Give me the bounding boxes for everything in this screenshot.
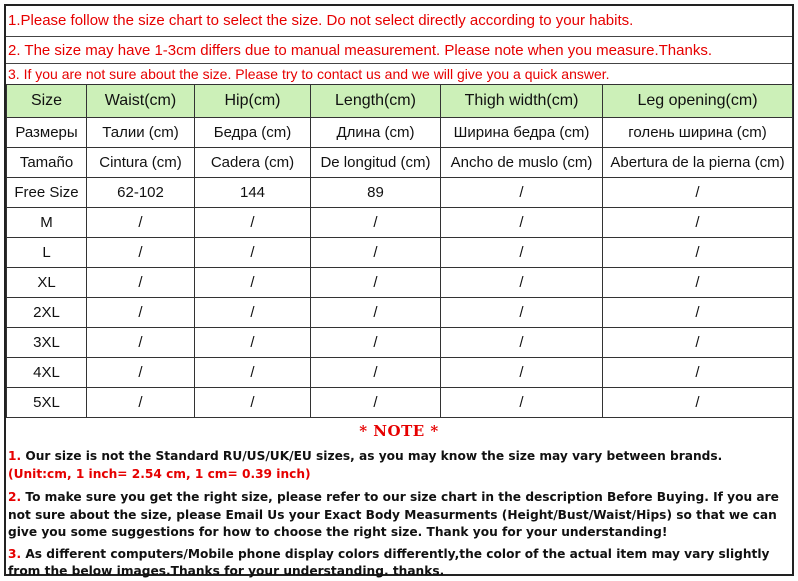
table-cell: M (7, 208, 87, 238)
table-cell: / (87, 388, 195, 418)
top-note-3: 3. If you are not sure about the size. Please try to contact us and we will give you a quick answer. (8, 66, 610, 82)
header-leg-opening: Leg opening(cm) (603, 85, 793, 118)
table-cell: / (603, 268, 793, 298)
table-cell: / (87, 208, 195, 238)
note-3-number: 3. (8, 546, 22, 561)
table-cell: / (441, 238, 603, 268)
table-cell: Abertura de la pierna (cm) (603, 148, 793, 178)
table-cell: / (195, 298, 311, 328)
table-cell: / (311, 328, 441, 358)
table-cell: / (441, 388, 603, 418)
table-cell: / (603, 298, 793, 328)
table-cell: 4XL (7, 358, 87, 388)
table-cell: 2XL (7, 298, 87, 328)
table-cell: / (195, 238, 311, 268)
table-cell: / (311, 208, 441, 238)
table-cell: Free Size (7, 178, 87, 208)
table-row (7, 208, 793, 238)
table-cell: / (87, 298, 195, 328)
header-size: Size (7, 85, 87, 118)
table-cell: / (603, 358, 793, 388)
note-title: * NOTE * (359, 422, 439, 440)
table-cell: Ширина бедра (cm) (441, 118, 603, 148)
header-thigh-width: Thigh width(cm) (441, 85, 603, 118)
table-cell: 62-102 (87, 178, 195, 208)
header-hip: Hip(cm) (195, 85, 311, 118)
note-3-text: As different computers/Mobile phone display colors differently,the color of the actual item may vary slightly from the below images.Thanks for your understanding. thanks. (8, 546, 770, 578)
table-cell: / (441, 358, 603, 388)
note-1-unit: (Unit:cm, 1 inch= 2.54 cm, 1 cm= 0.39 inch) (8, 466, 311, 481)
table-cell: / (195, 358, 311, 388)
table-cell: Ancho de muslo (cm) (441, 148, 603, 178)
table-cell: / (441, 208, 603, 238)
table-row (7, 388, 793, 418)
table-cell: L (7, 238, 87, 268)
table-row (7, 358, 793, 388)
table-cell: Длина (cm) (311, 118, 441, 148)
table-cell: / (311, 298, 441, 328)
table-cell: / (603, 178, 793, 208)
note-1-text: Our size is not the Standard RU/US/UK/EU sizes, as you may know the size may vary between brands. (25, 449, 723, 463)
table-cell: / (603, 388, 793, 418)
table-cell: / (87, 358, 195, 388)
note-2 (6, 489, 792, 542)
top-note-2: 2. The size may have 1-3cm differs due to manual measurement. Please note when you measure.Thanks. (8, 42, 712, 59)
table-cell: Cintura (cm) (87, 148, 195, 178)
note-2-text: To make sure you get the right size, please refer to our size chart in the description Before Buying. If you are not sure about the size, please Email Us your Exact Body Measurments (Height/Bust/Waist/Hips) so that we can give you some suggestions for how to choose the right size. Thank you for your understanding! (8, 490, 779, 539)
table-cell: голень ширина (cm) (603, 118, 793, 148)
table-cell: 89 (311, 178, 441, 208)
table-cell: / (441, 328, 603, 358)
table-cell: Cadera (cm) (195, 148, 311, 178)
table-cell: De longitud (cm) (311, 148, 441, 178)
table-row (7, 268, 793, 298)
table-header-row (7, 85, 793, 118)
note-1 (6, 448, 792, 483)
table-row (7, 118, 793, 148)
table-cell: Размеры (7, 118, 87, 148)
table-row (7, 298, 793, 328)
top-note-1: 1.Please follow the size chart to select the size. Do not select directly according to your habits. (8, 12, 634, 29)
table-cell: / (195, 268, 311, 298)
table-cell: / (441, 298, 603, 328)
size-table (6, 84, 793, 418)
size-chart-frame (4, 4, 794, 576)
table-row (7, 238, 793, 268)
table-cell: / (603, 238, 793, 268)
note-1-number: 1. (8, 449, 22, 463)
table-cell: / (87, 328, 195, 358)
note-2-number: 2. (8, 490, 22, 504)
table-cell: / (311, 358, 441, 388)
table-cell: / (311, 388, 441, 418)
table-cell: / (195, 328, 311, 358)
notes-section (6, 418, 792, 581)
table-cell: / (195, 388, 311, 418)
divider (6, 63, 792, 64)
table-cell: / (87, 238, 195, 268)
table-cell: 5XL (7, 388, 87, 418)
table-cell: 3XL (7, 328, 87, 358)
header-length: Length(cm) (311, 85, 441, 118)
table-cell: 144 (195, 178, 311, 208)
table-cell: / (603, 208, 793, 238)
table-cell: / (603, 328, 793, 358)
table-cell: Tamaño (7, 148, 87, 178)
table-cell: / (87, 268, 195, 298)
table-row (7, 328, 793, 358)
table-cell: / (441, 268, 603, 298)
header-waist: Waist(cm) (87, 85, 195, 118)
table-cell: / (441, 178, 603, 208)
table-cell: / (195, 208, 311, 238)
table-cell: XL (7, 268, 87, 298)
table-row (7, 148, 793, 178)
note-3 (6, 546, 792, 581)
table-cell: Бедра (cm) (195, 118, 311, 148)
table-row (7, 178, 793, 208)
table-cell: Талии (cm) (87, 118, 195, 148)
table-cell: / (311, 268, 441, 298)
table-cell: / (311, 238, 441, 268)
divider (6, 36, 792, 37)
